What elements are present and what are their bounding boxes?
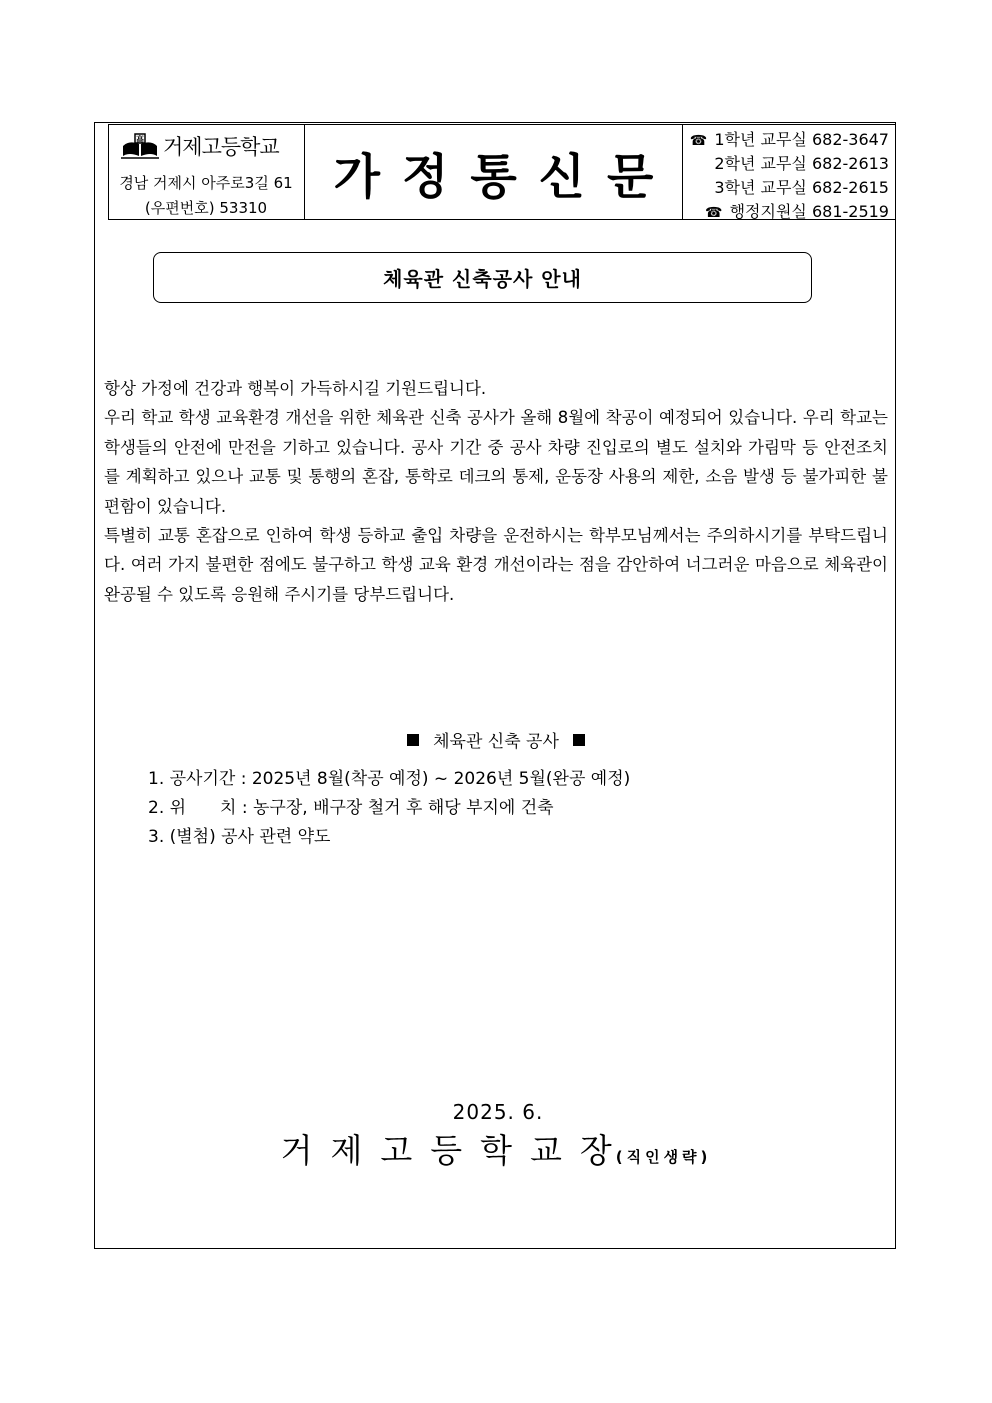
telephone-icon: ☎ <box>689 133 708 149</box>
school-info <box>109 125 305 219</box>
telephone-icon: ☎ <box>705 205 723 221</box>
principal-title: 거제고등학교장 <box>280 1131 630 1170</box>
school-logo-row <box>119 131 279 161</box>
construction-paragraph: 우리 학교 학생 교육환경 개선을 위한 체육관 신축 공사가 올해 8월에 착공이 예정되어 있습니다. 우리 학교는 학생들의 안전에 만전을 기하고 있습니다. 공사 기간 중 공사 차량 진입로의 별도 설치와 가림막 등 안전조치를 계획하고 있으나 교통 및 통행의 혼잡, 통학로 데크의 통제, 운동장 사용의 제한, 소음 발생 등 불가피한 불편함이 있습니다. <box>104 408 888 516</box>
phone-admin: ☎ 행정지원실 681-2519 <box>705 202 889 221</box>
letter-body <box>104 374 888 609</box>
square-bullet-icon <box>573 734 585 746</box>
square-bullet-icon <box>407 734 419 746</box>
list-item: 3. (별첨) 공사 관련 약도 <box>148 827 331 847</box>
contact-phones <box>683 125 895 219</box>
list-item: 2. 위 치 : 농구장, 배구장 철거 후 해당 부지에 건축 <box>148 798 554 818</box>
svg-text:高: 高 <box>136 135 144 144</box>
newsletter-title: 가정통신문 <box>305 125 683 219</box>
postal-code: (우편번호) 53310 <box>144 199 268 217</box>
subject-box: 체육관 신축공사 안내 <box>153 252 812 303</box>
school-address: 경남 거제시 아주로3길 61 <box>119 174 293 192</box>
section-heading: 체육관 신축 공사 <box>0 727 992 752</box>
school-name: 거제고등학교 <box>163 135 279 159</box>
request-paragraph: 특별히 교통 혼잡으로 인하여 학생 등하교 출입 차량을 운전하시는 학부모님께서는 주의하시기를 부탁드립니다. 여러 가지 불편한 점에도 불구하고 학생 교육 환경 개선이라는 점을 감안하여 너그러운 마음으로 체육관이 완공될 수 있도록 응원해 주시기를 당부드립니다. <box>104 526 888 604</box>
issue-date: 2025. 6. <box>452 1100 544 1124</box>
letterhead <box>108 124 896 220</box>
seal-note: (직인생략) <box>615 1148 712 1166</box>
list-item: 1. 공사기간 : 2025년 8월(착공 예정) ~ 2026년 5월(완공 예정) <box>148 769 631 789</box>
phone-grade1: ☎ 1학년 교무실 682-3647 <box>689 130 889 149</box>
greeting-paragraph: 항상 가정에 건강과 행복이 가득하시길 기원드립니다. <box>104 379 487 398</box>
phone-grade3: 3학년 교무실 682-2615 <box>714 178 889 197</box>
phone-grade2: 2학년 교무실 682-2613 <box>714 154 889 173</box>
school-emblem-icon <box>119 132 161 160</box>
principal-signature <box>0 1125 992 1172</box>
